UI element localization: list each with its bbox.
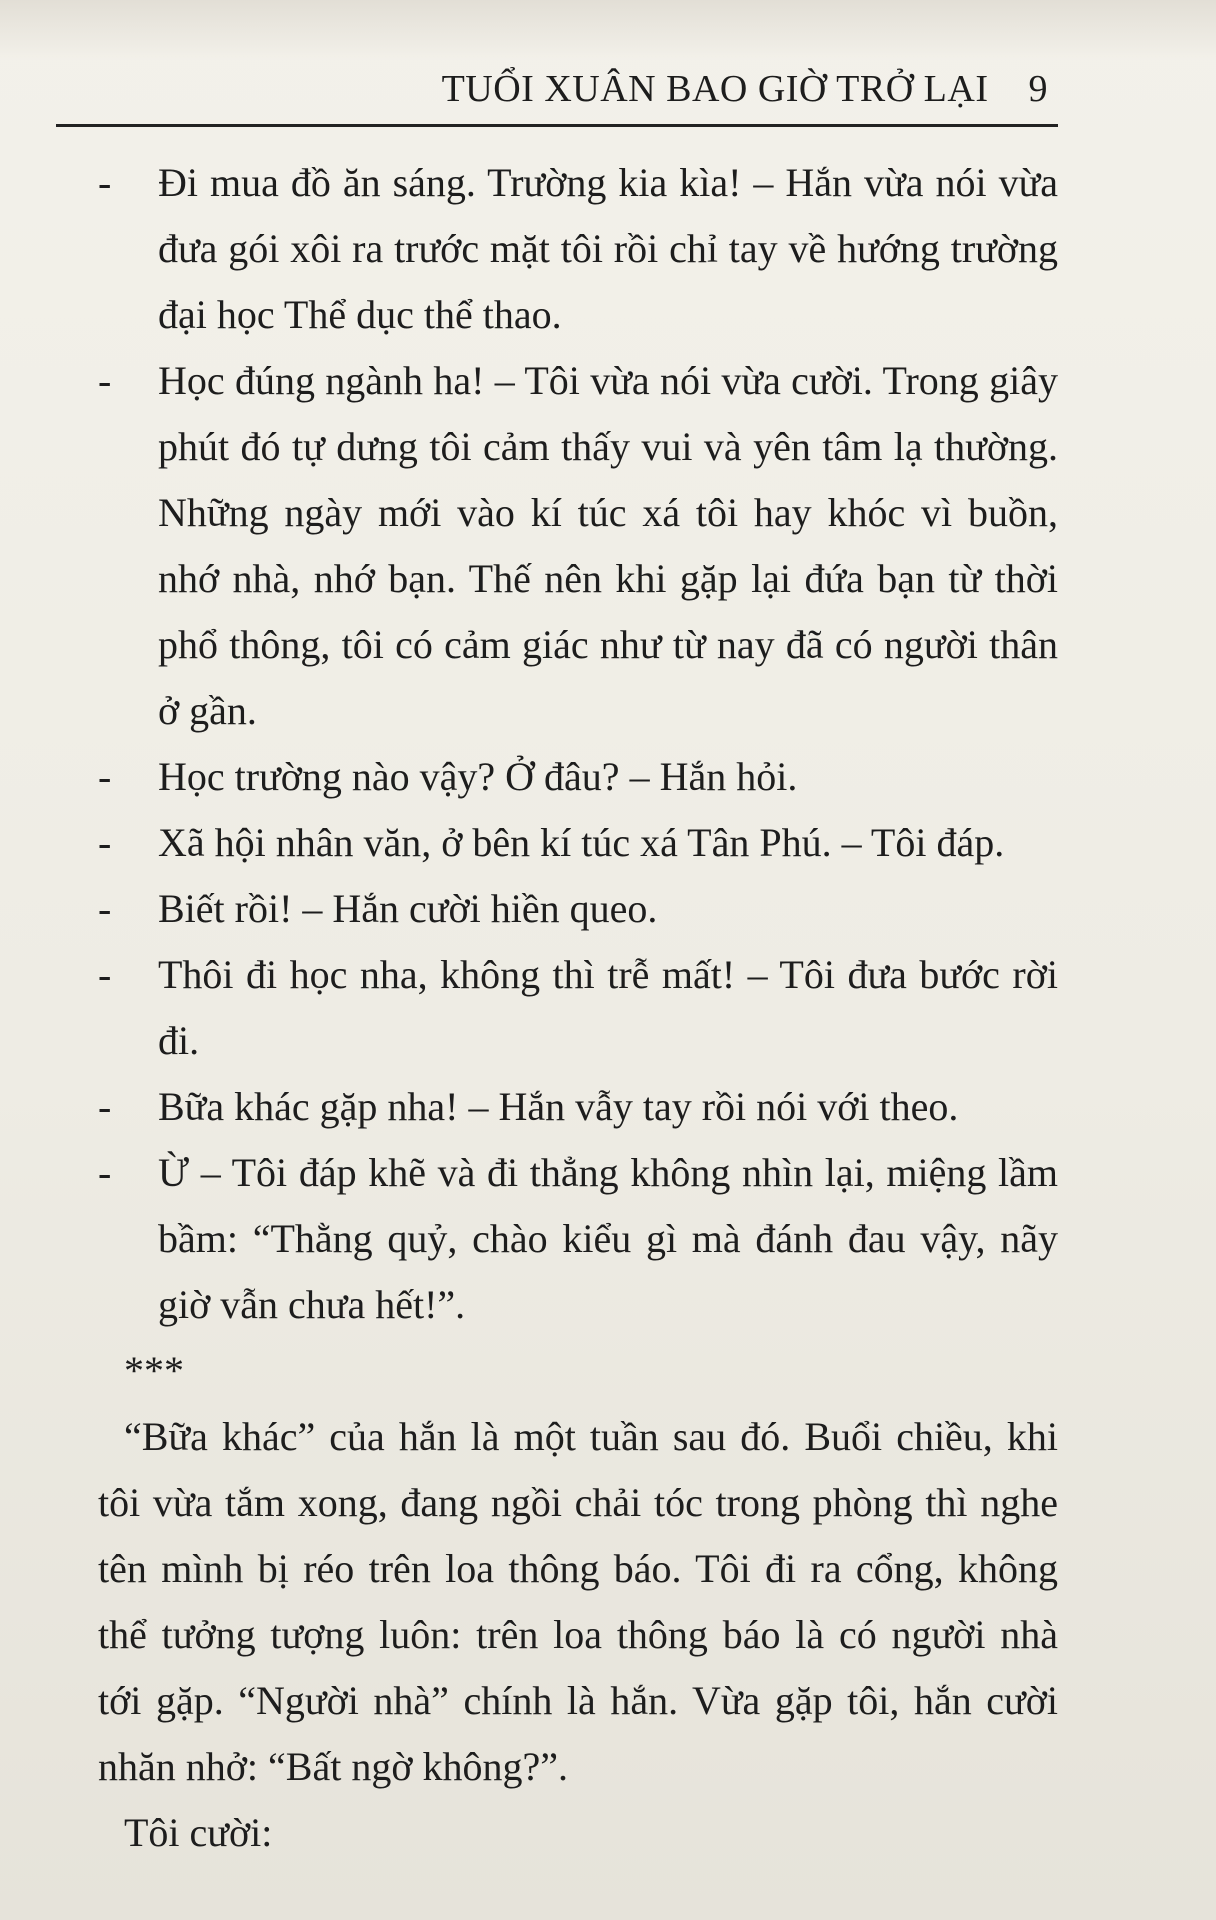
- dialogue-dash: -: [98, 754, 112, 799]
- book-title: TUỔI XUÂN BAO GIỜ TRỞ LẠI: [441, 68, 989, 110]
- dialogue-text: Xã hội nhân văn, ở bên kí túc xá Tân Phú. – Tôi đáp.: [158, 820, 1005, 865]
- dialogue-text: Thôi đi học nha, không thì trễ mất! – Tôi đưa bước rời đi.: [158, 952, 1058, 1063]
- dialogue-dash: -: [98, 820, 112, 865]
- dialogue-text: Học trường nào vậy? Ở đâu? – Hắn hỏi.: [158, 754, 798, 799]
- dialogue-text: Đi mua đồ ăn sáng. Trường kia kìa! – Hắn vừa nói vừa đưa gói xôi ra trước mặt tôi rồi chỉ tay về hướng trường đại học Thể dục thể thao.: [158, 160, 1058, 337]
- dialogue-line: [98, 942, 1058, 1074]
- dialogue-line: [98, 876, 1058, 942]
- dialogue-line: [98, 1140, 1058, 1338]
- running-header: [56, 64, 1058, 114]
- dialogue-line: [98, 744, 1058, 810]
- narrative-paragraph: “Bữa khác” của hắn là một tuần sau đó. Buổi chiều, khi tôi vừa tắm xong, đang ngồi chải tóc trong phòng thì nghe tên mình bị réo trên loa thông báo. Tôi đi ra cổng, không thể tưởng tượng luôn: trên loa thông báo là có người nhà tới gặp. “Người nhà” chính là hắn. Vừa gặp tôi, hắn cười nhăn nhở: “Bất ngờ không?”.: [98, 1414, 1058, 1789]
- dialogue-line: [98, 150, 1058, 348]
- dialogue-dash: -: [98, 358, 112, 403]
- dialogue-text: Học đúng ngành ha! – Tôi vừa nói vừa cười. Trong giây phút đó tự dưng tôi cảm thấy vui và yên tâm lạ thường. Những ngày mới vào kí túc xá tôi hay khóc vì buồn, nhớ nhà, nhớ bạn. Thế nên khi gặp lại đứa bạn từ thời phổ thông, tôi có cảm giác như từ nay đã có người thân ở gần.: [158, 358, 1058, 733]
- dialogue-text: Biết rồi! – Hắn cười hiền queo.: [158, 886, 658, 931]
- dialogue-line: [98, 348, 1058, 744]
- dialogue-dash: -: [98, 952, 112, 997]
- dialogue-text: Bữa khác gặp nha! – Hắn vẫy tay rồi nói với theo.: [158, 1084, 959, 1129]
- scene-separator: ***: [124, 1348, 184, 1393]
- dialogue-dash: -: [98, 1150, 112, 1195]
- narrative-paragraph: Tôi cười:: [124, 1810, 273, 1855]
- body-text: [98, 150, 1058, 1866]
- page-number: 9: [1028, 68, 1048, 110]
- dialogue-dash: -: [98, 886, 112, 931]
- dialogue-dash: -: [98, 160, 112, 205]
- dialogue-line: [98, 810, 1058, 876]
- dialogue-line: [98, 1074, 1058, 1140]
- dialogue-dash: -: [98, 1084, 112, 1129]
- header-rule: [56, 124, 1058, 127]
- dialogue-text: Ừ – Tôi đáp khẽ và đi thẳng không nhìn lại, miệng lầm bầm: “Thằng quỷ, chào kiểu gì mà đánh đau vậy, nãy giờ vẫn chưa hết!”.: [158, 1150, 1058, 1327]
